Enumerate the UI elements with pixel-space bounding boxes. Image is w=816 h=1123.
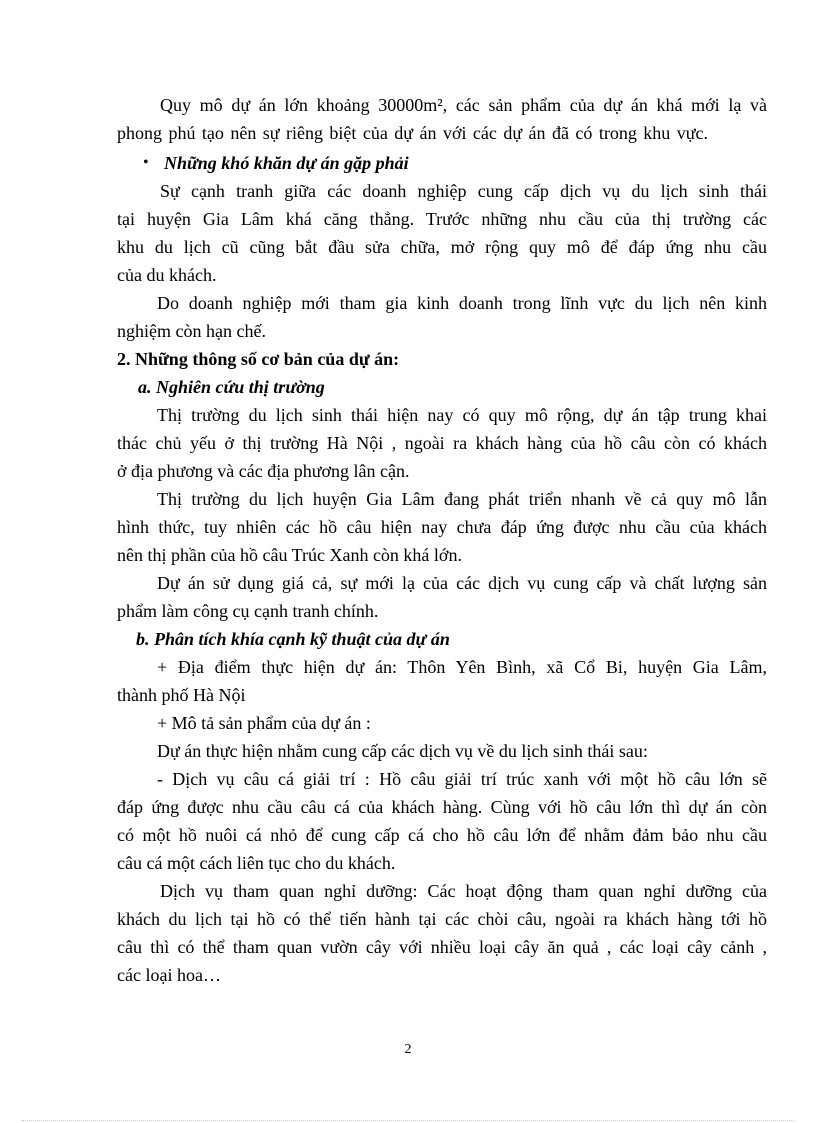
para-5-line-3: nên thị phần của hồ câu Trúc Xanh còn khá lớn.: [117, 545, 462, 565]
para-9-line-1: Dự án thực hiện nhằm cung cấp các dịch vụ về du lịch sinh thái sau:: [157, 741, 648, 761]
para-4-line-1: Thị trường du lịch sinh thái hiện nay có quy mô rộng, dự án tập trung khai: [157, 405, 767, 425]
section-heading-2: 2. Những thông số cơ bản của dự án:: [117, 349, 400, 369]
para-1-line-2: phong phú tạo nên sự riêng biệt của dự án với các dự án đã có trong khu vực.: [117, 123, 708, 143]
page-number: 2: [404, 1042, 412, 1057]
para-2-line-4: của du khách.: [117, 265, 217, 285]
para-2-line-1: Sự cạnh tranh giữa các doanh nghiệp cung cấp dịch vụ du lịch sinh thái: [160, 181, 767, 201]
subheading-a: a. Nghiên cứu thị trường: [138, 377, 325, 397]
para-2-line-3: khu du lịch cũ cũng bắt đầu sửa chữa, mở rộng quy mô để đáp ứng nhu cầu: [117, 237, 767, 257]
subheading-b: b. Phân tích khía cạnh kỹ thuật của dự án: [136, 629, 450, 649]
bullet-icon: •: [143, 154, 149, 171]
para-7-line-2: thành phố Hà Nội: [117, 685, 246, 705]
para-5-line-2: hình thức, tuy nhiên các hồ câu hiện nay chưa đáp ứng được nhu cầu của khách: [117, 517, 767, 537]
para-11-line-1: Dịch vụ tham quan nghỉ dưỡng: Các hoạt động tham quan nghỉ dưỡng của: [160, 881, 767, 901]
para-4-line-2: thác chủ yếu ở thị trường Hà Nội , ngoài ra khách hàng của hồ câu còn có khách: [117, 433, 767, 453]
para-3-line-2: nghiệm còn hạn chế.: [117, 321, 266, 341]
para-10-line-2: đáp ứng được nhu cầu câu cá của khách hàng. Cùng với hồ câu lớn thì dự án còn: [117, 797, 767, 817]
para-10-line-4: câu cá một cách liên tục cho du khách.: [117, 853, 396, 873]
para-6-line-2: phẩm làm công cụ cạnh tranh chính.: [117, 601, 379, 621]
para-5-line-1: Thị trường du lịch huyện Gia Lâm đang phát triển nhanh về cả quy mô lẫn: [157, 489, 767, 509]
para-11-line-4: các loại hoa…: [117, 965, 221, 985]
para-11-line-2: khách du lịch tại hồ có thể tiến hành tại các chòi câu, ngoài ra khách hàng tới hồ: [117, 909, 767, 929]
para-6-line-1: Dự án sử dụng giá cả, sự mới lạ của các dịch vụ cung cấp và chất lượng sản: [157, 573, 767, 593]
para-3-line-1: Do doanh nghiệp mới tham gia kinh doanh trong lĩnh vực du lịch nên kinh: [157, 293, 767, 313]
page-bottom-divider: [22, 1120, 794, 1121]
para-4-line-3: ở địa phương và các địa phương lân cận.: [117, 461, 410, 481]
para-8-line-1: + Mô tả sản phẩm của dự án :: [157, 713, 371, 733]
para-2-line-2: tại huyện Gia Lâm khá căng thẳng. Trước những nhu cầu của thị trường các: [117, 209, 767, 229]
subheading-difficulties: Những khó khăn dự án gặp phải: [164, 153, 409, 173]
para-7-line-1: + Địa điểm thực hiện dự án: Thôn Yên Bình, xã Cổ Bi, huyện Gia Lâm,: [157, 657, 767, 677]
para-10-line-3: có một hồ nuôi cá nhỏ để cung cấp cá cho hồ câu lớn để nhằm đảm bảo nhu cầu: [117, 825, 767, 845]
para-11-line-3: câu thì có thể tham quan vườn cây với nhiều loại cây ăn quả , các loại cây cảnh ,: [117, 937, 767, 957]
para-1-line-1: Quy mô dự án lớn khoảng 30000m², các sản phẩm của dự án khá mới lạ và: [160, 95, 767, 115]
para-10-line-1: - Dịch vụ câu cá giải trí : Hồ câu giải trí trúc xanh với một hồ câu lớn sẽ: [157, 769, 767, 789]
